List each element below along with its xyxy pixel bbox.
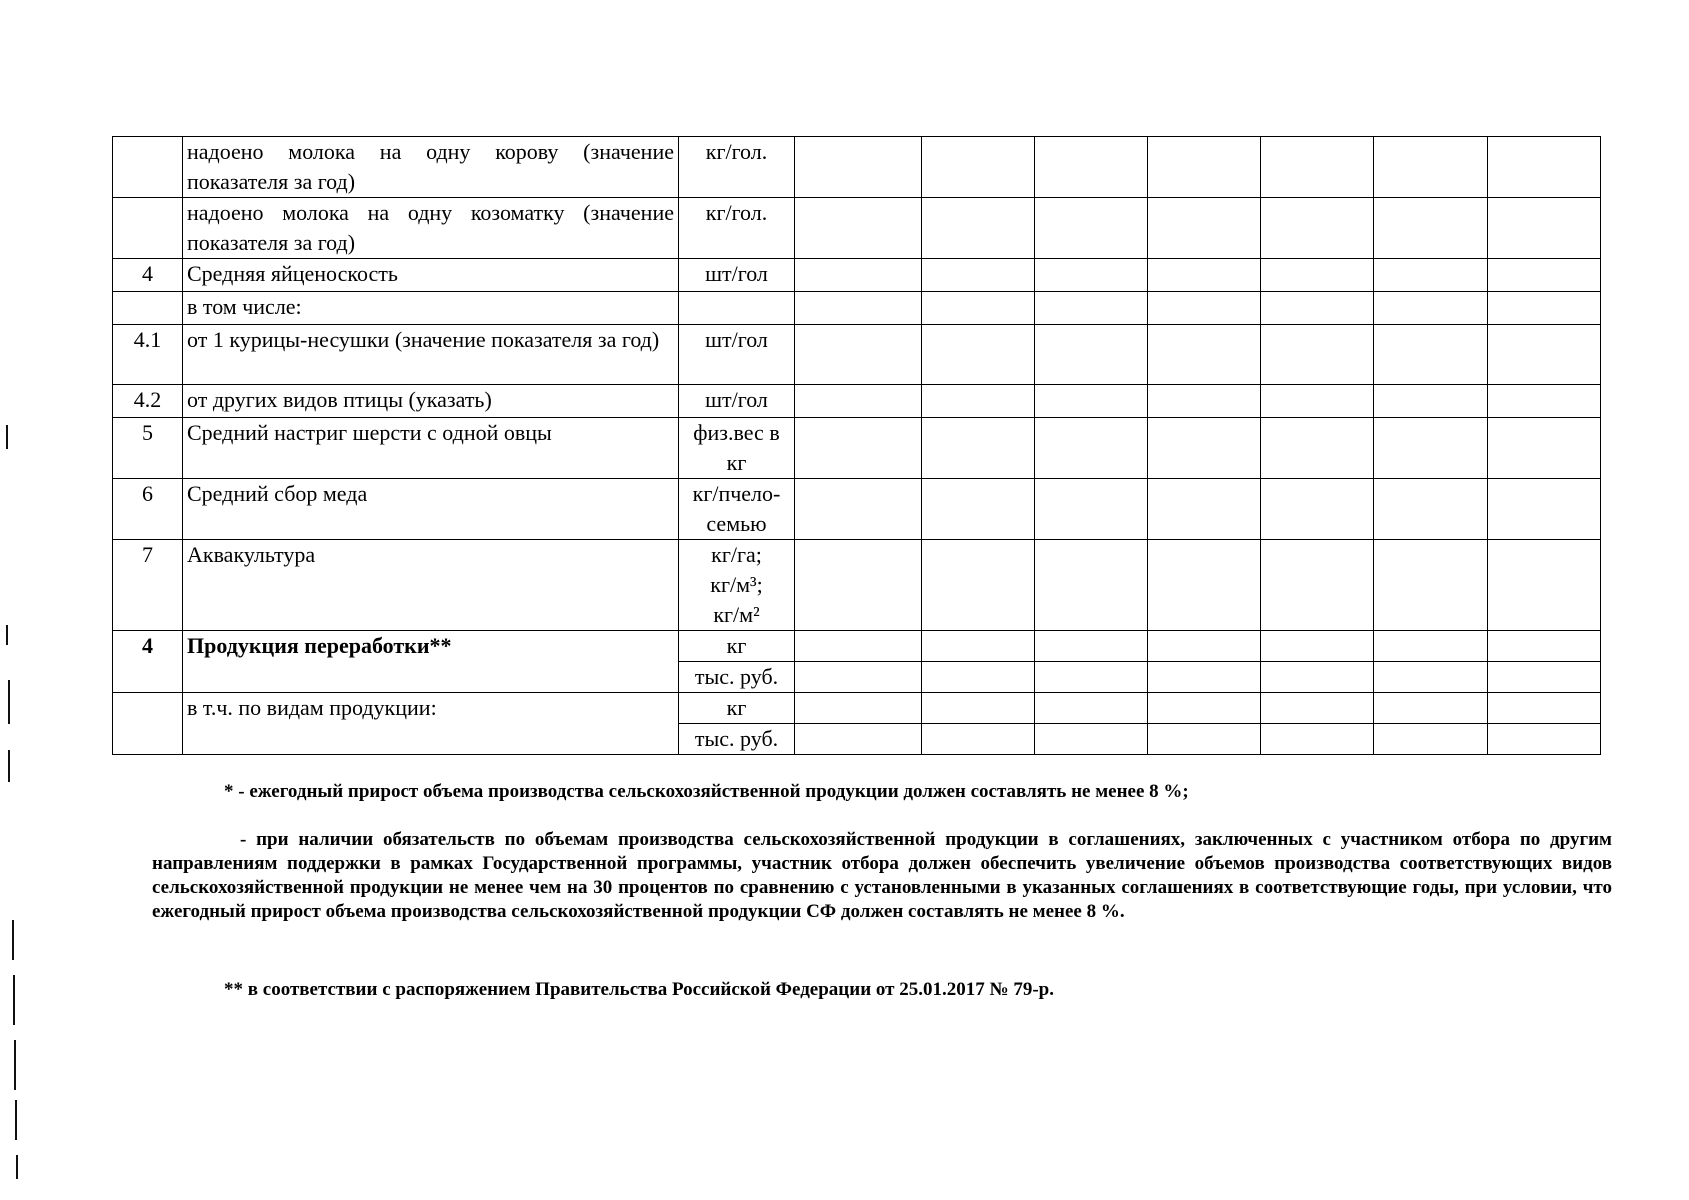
scan-edge-marks [0,0,30,1200]
value-cell [1374,385,1488,418]
row-unit [679,325,795,385]
footnote-growth: * - ежегодный прирост объема производства сельскохозяйственной продукции должен составлять не менее 8 %; [224,781,1189,802]
value-cell [1488,631,1601,662]
row-name: Продукция переработки** [183,631,679,693]
row-unit: тыс. руб. [679,662,795,693]
value-cell [1374,325,1488,385]
value-cell [1488,693,1601,724]
value-cell [795,385,922,418]
value-cell [1261,385,1374,418]
value-cell [1261,540,1374,631]
value-cell [1261,479,1374,540]
row-name: Средний настриг шерсти с одной овцы [183,418,679,479]
row-name: Средняя яйценоскость [183,259,679,292]
value-cell [1488,540,1601,631]
indicators-table [112,136,1601,755]
value-cell [922,540,1035,631]
row-name: надоено молока на одну корову (значение показателя за год) [183,137,679,198]
value-cell [795,418,922,479]
value-cell [1261,631,1374,662]
value-cell [922,137,1035,198]
row-name: Аквакультура [183,540,679,631]
row-number [113,198,183,259]
value-cell [1374,259,1488,292]
value-cell [1261,137,1374,198]
value-cell [1374,292,1488,325]
value-cell [1261,259,1374,292]
unit-line: шт/гол [705,261,768,286]
value-cell [1488,259,1601,292]
value-cell [1488,292,1601,325]
value-cell [1261,662,1374,693]
row-number: 4 [113,631,183,693]
value-cell [1148,292,1261,325]
row-name: от 1 курицы-несушки (значение показателя за год) [183,325,679,385]
unit-line: семью [706,511,767,536]
table-row [113,385,1601,418]
unit-line: кг/м² [713,602,760,627]
value-cell [795,693,922,724]
table-row [113,631,1601,662]
table-row [113,418,1601,479]
value-cell [1261,724,1374,755]
table-row [113,693,1601,724]
value-cell [1261,418,1374,479]
row-name: Средний сбор меда [183,479,679,540]
value-cell [795,724,922,755]
unit-line: шт/гол [705,327,768,352]
value-cell [1261,325,1374,385]
value-cell [1035,662,1148,693]
value-cell [922,292,1035,325]
row-number [113,292,183,325]
unit-line: кг/пчело- [692,481,781,506]
value-cell [1488,325,1601,385]
scan-mark [6,625,8,645]
row-number [113,137,183,198]
value-cell [922,418,1035,479]
value-cell [1035,198,1148,259]
table-row [113,292,1601,325]
unit-line: шт/гол [705,387,768,412]
scan-mark [13,975,15,1025]
value-cell [1488,418,1601,479]
row-unit [679,137,795,198]
value-cell [922,325,1035,385]
value-cell [1261,292,1374,325]
value-cell [1148,479,1261,540]
row-number: 7 [113,540,183,631]
value-cell [1488,198,1601,259]
row-unit: кг [679,631,795,662]
scan-mark [6,425,8,449]
value-cell [922,385,1035,418]
table-row [113,137,1601,198]
value-cell [1261,693,1374,724]
unit-line: кг/га; [711,542,762,567]
value-cell [1148,198,1261,259]
row-number: 4.1 [113,325,183,385]
value-cell [1374,540,1488,631]
value-cell [1035,325,1148,385]
value-cell [795,479,922,540]
row-unit [679,540,795,631]
unit-line: кг [726,450,747,475]
scan-mark [8,680,10,724]
row-unit [679,385,795,418]
value-cell [922,259,1035,292]
value-cell [1035,385,1148,418]
table-row [113,325,1601,385]
value-cell [795,325,922,385]
value-cell [795,259,922,292]
row-number: 5 [113,418,183,479]
value-cell [1488,479,1601,540]
value-cell [1374,418,1488,479]
footnote-decree: ** в соответствии с распоряжением Правительства Российской Федерации от 25.01.2017 № 79-р. [224,979,1054,1000]
value-cell [922,631,1035,662]
value-cell [1035,418,1148,479]
row-unit [679,479,795,540]
row-unit: кг [679,693,795,724]
value-cell [922,198,1035,259]
row-unit [679,198,795,259]
value-cell [1488,662,1601,693]
value-cell [795,631,922,662]
value-cell [1035,724,1148,755]
row-name: в т.ч. по видам продукции: [183,693,679,755]
value-cell [1035,631,1148,662]
value-cell [1035,137,1148,198]
value-cell [1148,693,1261,724]
table-row [113,198,1601,259]
unit-line: кг/гол. [705,200,768,225]
scan-mark [14,1040,16,1090]
value-cell [795,540,922,631]
value-cell [1374,198,1488,259]
value-cell [922,662,1035,693]
table-row [113,479,1601,540]
row-number: 4.2 [113,385,183,418]
value-cell [1148,325,1261,385]
row-number: 6 [113,479,183,540]
table-row [113,259,1601,292]
value-cell [1261,198,1374,259]
scan-mark [8,750,10,782]
value-cell [1374,662,1488,693]
value-cell [1148,662,1261,693]
footnote-obligations: - при наличии обязательств по объемам производства сельскохозяйственной продукции в соглашениях, заключенных с участником отбора по другим направлениям поддержки в рамках Государственной программы, участник отбора должен обеспечить увеличение объемов производства соответствующих видов сельскохозяйственной продукции не менее чем на 30 процентов по сравнению с установленными в указанных соглашениях в соответствующие годы, при условии, что ежегодный прирост объема производства сельскохозяйственной продукции СФ должен составлять не менее 8 %. [152,829,1612,922]
value-cell [1035,540,1148,631]
value-cell [1374,479,1488,540]
value-cell [1148,540,1261,631]
value-cell [1374,693,1488,724]
row-name: от других видов птицы (указать) [183,385,679,418]
value-cell [1035,479,1148,540]
value-cell [1035,292,1148,325]
value-cell [1148,259,1261,292]
value-cell [1374,137,1488,198]
row-name: надоено молока на одну козоматку (значение показателя за год) [183,198,679,259]
value-cell [922,693,1035,724]
row-unit [679,418,795,479]
value-cell [1148,631,1261,662]
scan-mark [12,920,14,960]
scan-mark [15,1100,17,1140]
value-cell [1374,724,1488,755]
value-cell [795,662,922,693]
value-cell [1035,693,1148,724]
value-cell [1148,385,1261,418]
value-cell [1488,385,1601,418]
row-unit: тыс. руб. [679,724,795,755]
value-cell [795,137,922,198]
row-number: 4 [113,259,183,292]
value-cell [1488,137,1601,198]
value-cell [1374,631,1488,662]
scan-mark [16,1155,18,1179]
value-cell [795,292,922,325]
unit-line: физ.вес в [693,420,780,445]
value-cell [922,724,1035,755]
row-name: в том числе: [183,292,679,325]
value-cell [795,198,922,259]
row-unit [679,292,795,325]
value-cell [1148,418,1261,479]
value-cell [1488,724,1601,755]
unit-line: кг/м³; [710,572,763,597]
value-cell [1035,259,1148,292]
row-unit [679,259,795,292]
table-row [113,540,1601,631]
unit-line: кг/гол. [705,139,768,164]
row-number [113,693,183,755]
value-cell [1148,137,1261,198]
value-cell [922,479,1035,540]
value-cell [1148,724,1261,755]
